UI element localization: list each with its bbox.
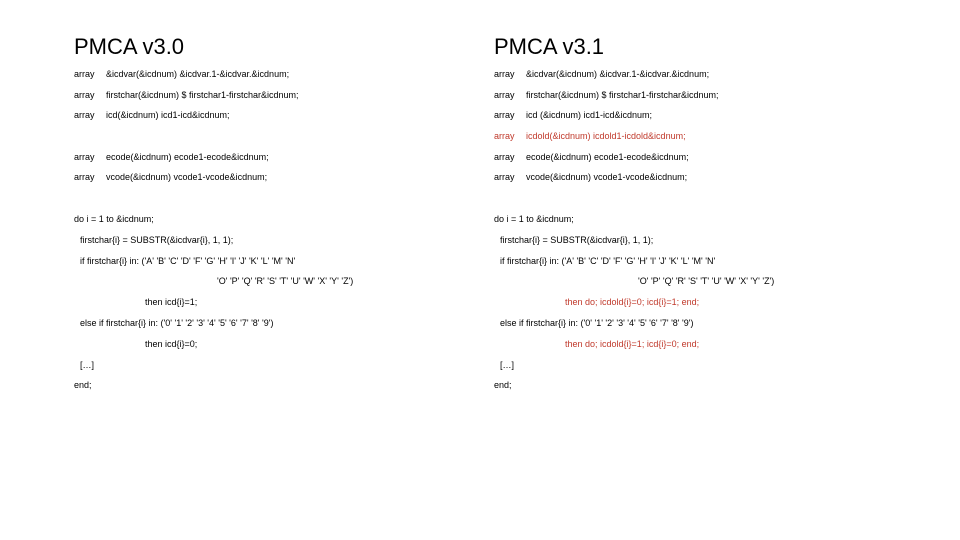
left-substr-line: firstchar{i} = SUBSTR(&icdvar{i}, 1, 1); — [80, 235, 234, 245]
left-do-line: do i = 1 to &icdnum; — [74, 214, 154, 224]
left-array-line-3 — [74, 110, 230, 121]
array-text: icd (&icdnum) icd1-icd&icdnum; — [526, 110, 653, 120]
array-text: firstchar(&icdnum) $ firstchar1-firstchar&icdnum; — [526, 90, 719, 100]
right-if-continuation: 'O' 'P' 'Q' 'R' 'S' 'T' 'U' 'W' 'X' 'Y' 'Z') — [638, 276, 775, 286]
right-ellipsis: […] — [500, 360, 515, 370]
array-text: ecode(&icdnum) ecode1-ecode&icdnum; — [106, 152, 269, 162]
right-if-line: if firstchar{i} in: ('A' 'B' 'C' 'D' 'F' 'G' 'H' 'I' 'J' 'K' 'L' 'M' 'N' — [500, 256, 716, 266]
array-keyword: array — [494, 131, 515, 141]
left-array-line-4 — [74, 152, 269, 163]
array-keyword: array — [494, 69, 515, 79]
array-keyword: array — [74, 110, 95, 120]
right-array-line-5 — [494, 152, 689, 163]
right-end: end; — [494, 380, 512, 390]
array-text: &icdvar(&icdnum) &icdvar.1-&icdvar.&icdnum; — [526, 69, 710, 79]
array-keyword: array — [494, 172, 515, 182]
left-then-1: then icd{i}=1; — [145, 297, 198, 307]
array-keyword: array — [494, 152, 515, 162]
array-keyword: array — [74, 90, 95, 100]
right-then-0-highlight: then do; icdold{i}=1; icd{i}=0; end; — [565, 339, 700, 349]
left-array-line-2 — [74, 90, 299, 101]
right-then-1-highlight: then do; icdold{i}=0; icd{i}=1; end; — [565, 297, 700, 307]
array-keyword: array — [494, 90, 515, 100]
left-end: end; — [74, 380, 92, 390]
array-text: &icdvar(&icdnum) &icdvar.1-&icdvar.&icdnum; — [106, 69, 290, 79]
left-if-continuation: 'O' 'P' 'Q' 'R' 'S' 'T' 'U' 'W' 'X' 'Y' 'Z') — [217, 276, 354, 286]
right-array-line-1 — [494, 69, 709, 80]
right-array-line-3 — [494, 110, 652, 121]
array-text: vcode(&icdnum) vcode1-vcode&icdnum; — [526, 172, 688, 182]
right-array-line-6 — [494, 172, 687, 183]
array-keyword: array — [74, 69, 95, 79]
array-keyword: array — [74, 172, 95, 182]
left-then-0: then icd{i}=0; — [145, 339, 198, 349]
array-keyword: array — [494, 110, 515, 120]
array-text: icdold(&icdnum) icdold1-icdold&icdnum; — [526, 131, 686, 141]
array-keyword: array — [74, 152, 95, 162]
right-do-line: do i = 1 to &icdnum; — [494, 214, 574, 224]
right-title: PMCA v3.1 — [494, 34, 605, 59]
right-substr-line: firstchar{i} = SUBSTR(&icdvar{i}, 1, 1); — [500, 235, 654, 245]
array-text: vcode(&icdnum) vcode1-vcode&icdnum; — [106, 172, 268, 182]
left-else-line: else if firstchar{i} in: ('0' '1' '2' '3' '4' '5' '6' '7' '8' '9') — [80, 318, 274, 328]
array-text: icd(&icdnum) icd1-icd&icdnum; — [106, 110, 230, 120]
array-text: ecode(&icdnum) ecode1-ecode&icdnum; — [526, 152, 689, 162]
right-array-line-2 — [494, 90, 719, 101]
right-else-line: else if firstchar{i} in: ('0' '1' '2' '3' '4' '5' '6' '7' '8' '9') — [500, 318, 694, 328]
left-title: PMCA v3.0 — [74, 34, 185, 59]
left-array-line-5 — [74, 172, 267, 183]
array-text: firstchar(&icdnum) $ firstchar1-firstchar&icdnum; — [106, 90, 299, 100]
right-array-line-4-highlight — [494, 131, 686, 142]
left-ellipsis: […] — [80, 360, 95, 370]
left-if-line: if firstchar{i} in: ('A' 'B' 'C' 'D' 'F' 'G' 'H' 'I' 'J' 'K' 'L' 'M' 'N' — [80, 256, 296, 266]
left-array-line-1 — [74, 69, 289, 80]
